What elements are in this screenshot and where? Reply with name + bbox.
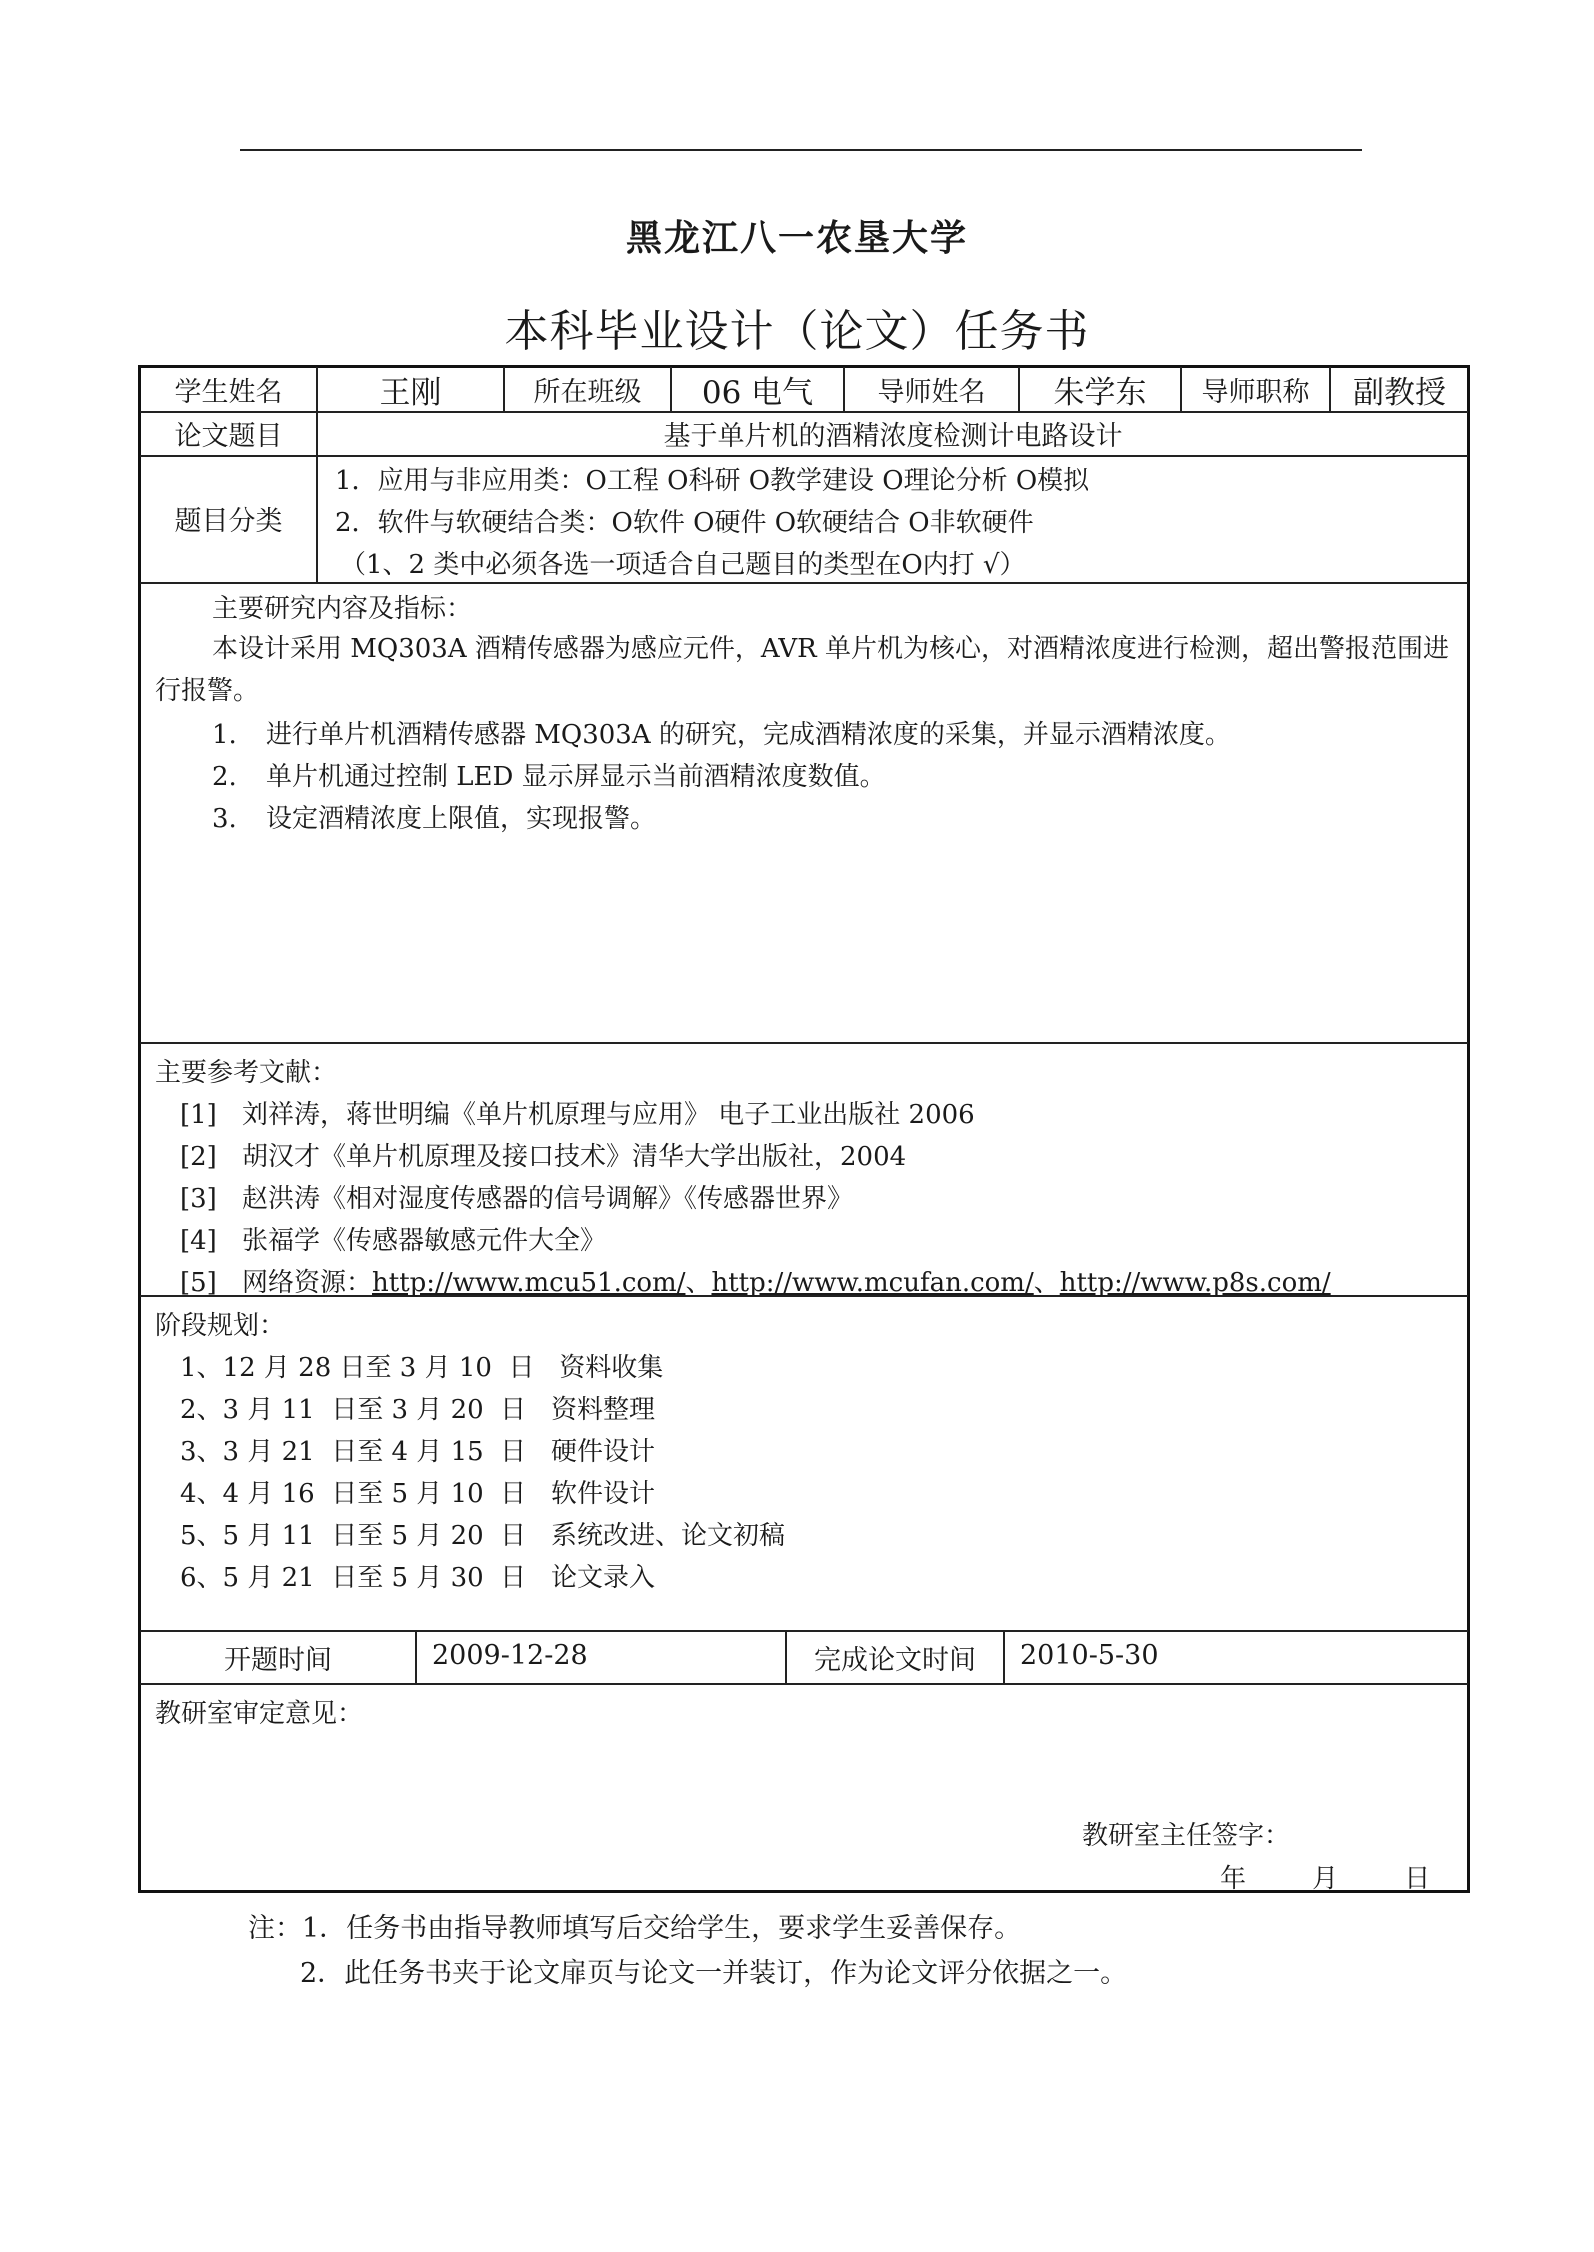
row-divider: [140, 1683, 1468, 1685]
list-item: [180, 1136, 906, 1173]
item-text: 刘祥涛，蒋世明编《单片机原理与应用》 电子工业出版社 2006: [242, 1100, 975, 1130]
header-rule: [240, 149, 1362, 151]
item-text: 胡汉才《单片机原理及接口技术》清华大学出版社，2004: [242, 1142, 907, 1172]
research-heading: 主要研究内容及指标：: [212, 594, 473, 624]
advisor-name-value: 朱学东: [1053, 374, 1147, 411]
category-line-3: （1、2 类中必须各选一项适合自己题目的类型在O内打 √）: [340, 550, 1026, 580]
item-text: 单片机通过控制 LED 显示屏显示当前酒精浓度数值。: [266, 762, 886, 792]
item-text: 进行单片机酒精传感器 MQ303A 的研究，完成酒精浓度的采集，并显示酒精浓度。: [266, 720, 1231, 750]
list-item: 6、5 月 21 日至 5 月 30 日 论文录入: [180, 1563, 655, 1593]
references-heading: 主要参考文献：: [155, 1058, 338, 1088]
start-date-value: 2009-12-28: [432, 1639, 588, 1671]
list-item: [212, 756, 886, 793]
item-number: [4]: [180, 1226, 217, 1256]
col-divider: [415, 1630, 417, 1683]
note-line-2: 2．此任务书夹于论文扉页与论文一并装订，作为论文评分依据之一。: [300, 1958, 1128, 1989]
class-value: 06 电气: [701, 374, 814, 411]
list-item: [180, 1178, 853, 1215]
row-divider: [140, 1042, 1468, 1044]
item-text: 设定酒精浓度上限值，实现报警。: [266, 804, 657, 834]
item-number: 2.: [212, 762, 237, 792]
finish-date-value: 2010-5-30: [1020, 1639, 1159, 1671]
topic-label: 论文题目: [174, 420, 283, 452]
review-date-line: 年 月 日: [1220, 1864, 1431, 1894]
list-item: [212, 714, 1231, 751]
category-label: 题目分类: [174, 506, 283, 537]
finish-date-label: 完成论文时间: [814, 1645, 976, 1676]
reference-link[interactable]: http://www.mcufan.com/: [711, 1268, 1034, 1298]
list-item: 4、4 月 16 日至 5 月 10 日 软件设计: [180, 1479, 655, 1509]
list-item: [212, 798, 656, 835]
list-item: [180, 1220, 606, 1257]
category-line-2: 2．软件与软硬结合类：O软件 O硬件 O软硬结合 O非软硬件: [335, 508, 1034, 538]
reference-link[interactable]: http://www.p8s.com/: [1059, 1268, 1331, 1298]
note-line-1: 注：1．任务书由指导教师填写后交给学生，要求学生妥善保存。: [248, 1913, 1022, 1944]
item-number: [5]: [180, 1268, 217, 1298]
review-heading: 教研室审定意见：: [155, 1699, 364, 1729]
list-item: [180, 1262, 1331, 1299]
list-item: 2、3 月 11 日至 3 月 20 日 资料整理: [180, 1395, 655, 1425]
col-divider: [1003, 1630, 1005, 1683]
list-item: 5、5 月 11 日至 5 月 20 日 系统改进、论文初稿: [180, 1521, 785, 1551]
list-item: [180, 1094, 975, 1131]
item-number: [2]: [180, 1142, 217, 1172]
reference-link[interactable]: http://www.mcu51.com/: [372, 1268, 686, 1298]
student-name-value: 王刚: [379, 374, 442, 411]
category-line-1: 1．应用与非应用类：O工程 O科研 O教学建设 O理论分析 O模拟: [335, 466, 1090, 496]
item-text: 网络资源：: [242, 1268, 373, 1298]
class-label: 所在班级: [533, 376, 642, 408]
start-date-label: 开题时间: [224, 1645, 332, 1676]
signature-label: 教研室主任签字：: [1082, 1821, 1291, 1851]
advisor-name-label: 导师姓名: [877, 376, 986, 408]
university-name: 黑龙江八一农垦大学: [625, 217, 968, 259]
row-divider: [140, 582, 1468, 584]
advisor-title-label: 导师职称: [1201, 376, 1310, 408]
link-separator: 、: [1033, 1268, 1060, 1298]
item-number: 3.: [212, 804, 237, 834]
item-number: [1]: [180, 1100, 217, 1130]
row-divider: [140, 455, 1468, 457]
link-separator: 、: [685, 1268, 712, 1298]
list-item: 3、3 月 21 日至 4 月 15 日 硬件设计: [180, 1437, 655, 1467]
item-text: 赵洪涛《相对湿度传感器的信号调解》《传感器世界》: [242, 1184, 854, 1214]
topic-value: 基于单片机的酒精浓度检测计电路设计: [663, 420, 1123, 452]
research-intro: 本设计采用 MQ303A 酒精传感器为感应元件，AVR 单片机为核心，对酒精浓度进行检测，超出警报范围进行报警。: [155, 634, 1449, 706]
student-name-label: 学生姓名: [174, 376, 283, 408]
advisor-title-value: 副教授: [1353, 374, 1446, 411]
schedule-heading: 阶段规划：: [155, 1311, 286, 1341]
document-title: 本科毕业设计（论文）任务书: [504, 306, 1090, 357]
list-item: 1、12 月 28 日至 3 月 10 日 资料收集: [180, 1353, 664, 1383]
item-text: 张福学《传感器敏感元件大全》: [242, 1226, 607, 1256]
item-number: 1.: [212, 720, 237, 750]
item-number: [3]: [180, 1184, 217, 1214]
